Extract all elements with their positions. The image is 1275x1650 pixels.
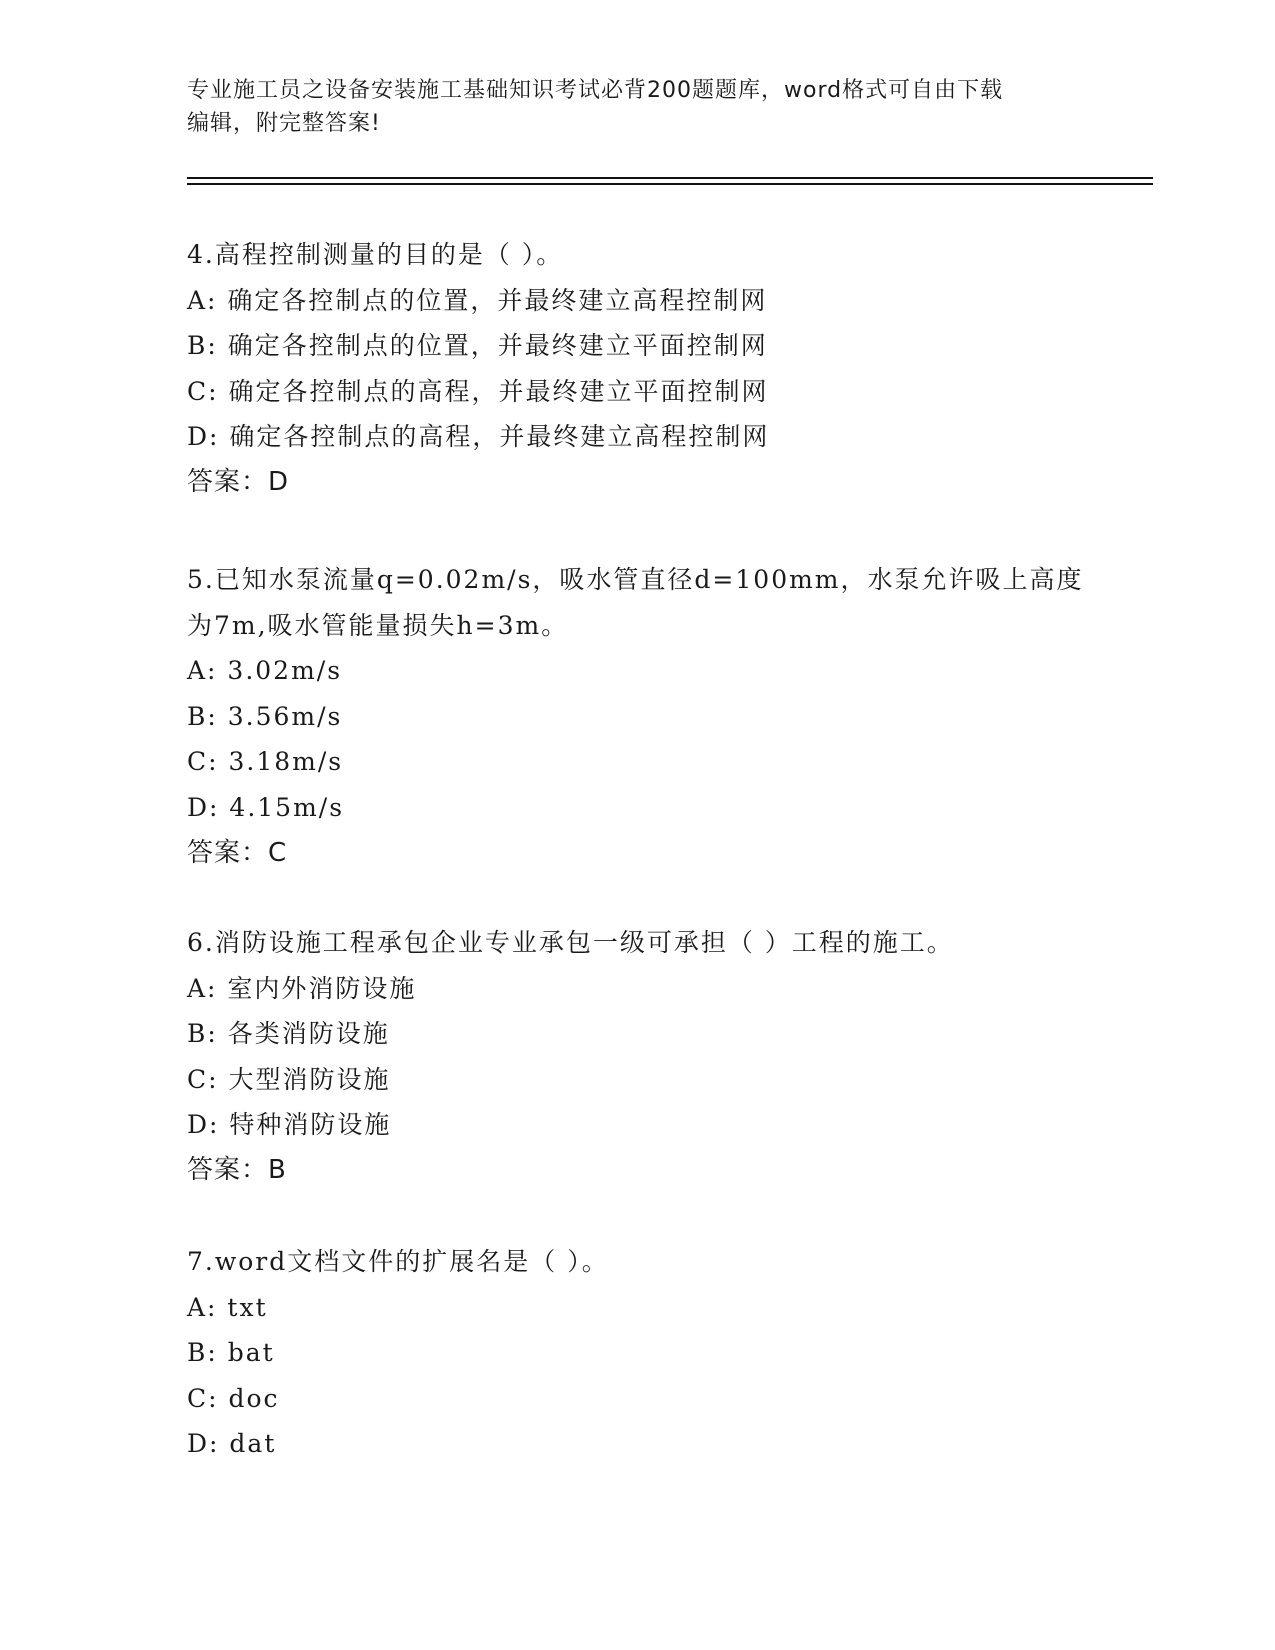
- option-c: C: 大型消防设施: [187, 1064, 391, 1094]
- option-c: C: 3.18m/s: [187, 747, 344, 777]
- option-c: C: 确定各控制点的高程，并最终建立平面控制网: [187, 376, 769, 406]
- question-stem: 7.word文档文件的扩展名是（ ）。: [187, 1247, 609, 1276]
- answer-label: 答案：B: [187, 1154, 287, 1185]
- answer-label: 答案：C: [187, 837, 288, 868]
- question-5: [187, 557, 1087, 876]
- option-d: D: 特种消防设施: [187, 1110, 392, 1140]
- header-line-2: 编辑，附完整答案!: [187, 111, 381, 136]
- option-d: D: 确定各控制点的高程，并最终建立高程控制网: [187, 422, 770, 452]
- option-b: B: 各类消防设施: [187, 1019, 390, 1049]
- option-b: B: 3.56m/s: [187, 701, 343, 731]
- option-a: A: 3.02m/s: [187, 656, 343, 686]
- question-4: [187, 232, 1087, 506]
- question-stem-continued: 为7m,吸水管能量损失h=3m。: [187, 610, 569, 640]
- option-d: D: 4.15m/s: [187, 792, 345, 822]
- option-a: A: txt: [187, 1292, 268, 1322]
- option-b: B: bat: [187, 1338, 275, 1368]
- answer-label: 答案：D: [187, 466, 290, 497]
- question-7: [187, 1239, 1087, 1467]
- option-b: B: 确定各控制点的位置，并最终建立平面控制网: [187, 331, 768, 361]
- question-stem: 4.高程控制测量的目的是（ ）。: [187, 240, 564, 269]
- question-6: [187, 920, 1087, 1194]
- header-divider-top: [187, 177, 1153, 179]
- header-line-1: 专业施工员之设备安装施工基础知识考试必背200题题库，word格式可自由下载: [187, 78, 1004, 103]
- option-a: A: 室内外消防设施: [187, 973, 417, 1003]
- question-stem: 6.消防设施工程承包企业专业承包一级可承担（ ）工程的施工。: [187, 928, 954, 957]
- option-d: D: dat: [187, 1429, 277, 1459]
- option-c: C: doc: [187, 1383, 280, 1413]
- document-header: [187, 74, 1087, 140]
- option-a: A: 确定各控制点的位置，并最终建立高程控制网: [187, 285, 768, 315]
- header-divider-bottom: [187, 183, 1153, 185]
- question-stem: 5.已知水泵流量q=0.02m/s，吸水管直径d=100mm，水泵允许吸上高度: [187, 565, 1084, 594]
